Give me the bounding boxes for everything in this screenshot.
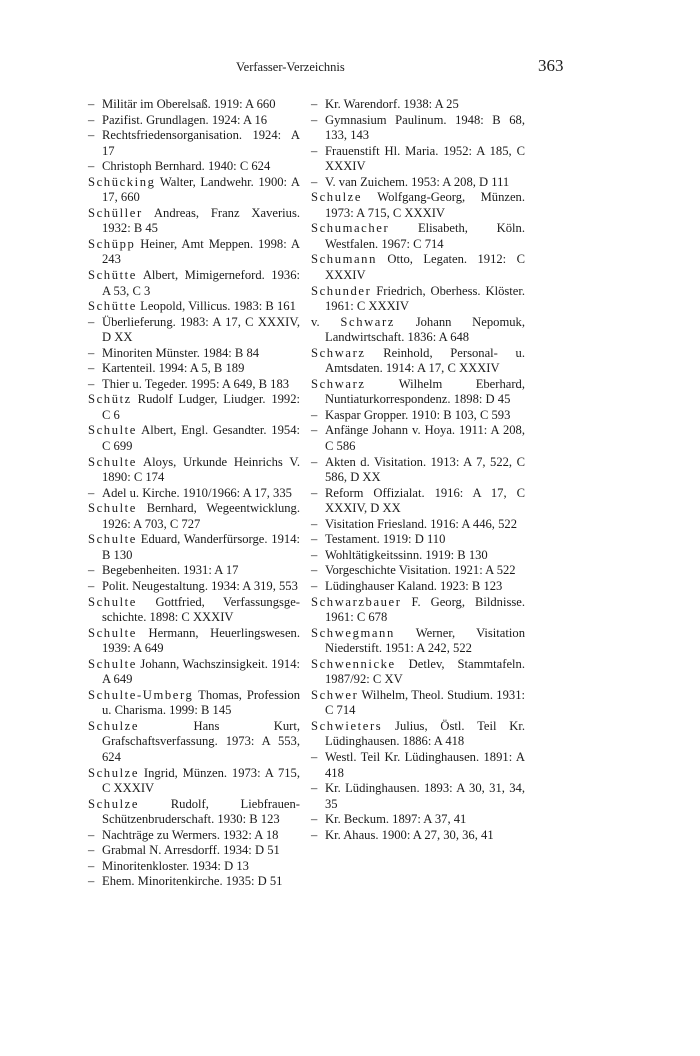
index-subentry	[311, 113, 525, 144]
index-entry	[88, 595, 300, 626]
index-entry	[311, 346, 525, 377]
author-surname: Schücking	[88, 174, 156, 189]
index-entry	[311, 315, 525, 346]
subentry-text: Ehem. Minoritenkirche. 1935: D 51	[102, 874, 283, 889]
author-surname: Schulte-Umberg	[88, 687, 194, 702]
index-subentry	[311, 828, 525, 844]
subentry-text: Vorgeschichte Visitation. 1921: A 522	[325, 563, 516, 578]
entry-text: Heiner, Amt Meppen. 1998: A 243	[102, 236, 300, 267]
dash-marker: –	[88, 376, 95, 391]
dash-marker: –	[311, 485, 318, 500]
subentry-text: Militär im Oberelsaß. 1919: A 660	[102, 97, 276, 111]
index-subentry	[311, 812, 525, 828]
dash-marker: –	[88, 874, 95, 889]
index-subentry	[311, 517, 525, 533]
dash-marker: –	[88, 843, 95, 858]
author-surname: Schwarz	[340, 314, 395, 329]
author-surname: Schulte	[88, 423, 137, 438]
author-surname: Schulte	[88, 625, 137, 640]
entry-text: Albert, Engl. Gesandter. 1954: C 699	[102, 423, 300, 454]
author-surname: Schulte	[88, 532, 137, 547]
dash-marker: –	[88, 314, 95, 329]
dash-marker: –	[88, 563, 95, 578]
subentry-text: Thier u. Tegeder. 1995: A 649, B 183	[102, 376, 290, 391]
dash-marker: –	[311, 812, 318, 827]
index-entry	[311, 626, 525, 657]
subentry-text: Kr. Ahaus. 1900: A 27, 30, 36, 41	[325, 827, 494, 842]
dash-marker: –	[311, 532, 318, 547]
subentry-text: Gymnasium Paulinum. 1948: B 68, 133, 143	[325, 112, 525, 143]
subentry-text: Kr. Lüdinghausen. 1893: A 30, 31, 34, 35	[325, 781, 525, 811]
subentry-text: Grabmal N. Arresdorff. 1934: D 51	[102, 843, 280, 858]
entry-text: Reinhold, Personal- u. Amtsdaten. 1914: A 17, C XXXIV	[325, 345, 525, 376]
dash-marker: –	[88, 345, 95, 360]
author-surname: Schwer	[311, 687, 359, 702]
index-entry	[88, 797, 300, 828]
subentry-text: Frauenstift Hl. Maria. 1952: A 185, C XXXIV	[325, 143, 525, 174]
dash-marker: –	[311, 516, 318, 531]
index-entry	[88, 423, 300, 454]
entry-text: Eduard, Wanderfürsorge. 1914: B 130	[102, 532, 300, 562]
author-surname: Schulte	[88, 656, 137, 671]
index-entry	[88, 657, 300, 688]
subentry-text: Lüdinghauser Kaland. 1923: B 123	[325, 578, 503, 593]
author-surname: Schulze	[88, 718, 140, 733]
index-entry	[88, 268, 300, 299]
index-entry	[311, 688, 525, 719]
subentry-text: Kr. Beckum. 1897: A 37, 41	[325, 812, 467, 827]
subentry-text: Christoph Bernhard. 1940: C 624	[102, 159, 271, 174]
dash-marker: –	[88, 159, 95, 174]
page-number: 363	[538, 56, 564, 75]
index-subentry	[88, 563, 300, 579]
name-prefix: v.	[311, 314, 341, 329]
subentry-text: Testament. 1919: D 110	[325, 532, 446, 547]
subentry-text: Anfänge Johann v. Hoya. 1911: A 208, C 586	[325, 423, 525, 454]
index-subentry	[88, 159, 300, 175]
author-surname: Schwarzbauer	[311, 594, 402, 609]
dash-marker: –	[88, 858, 95, 873]
index-subentry	[311, 486, 525, 517]
subentry-text: Kartenteil. 1994: A 5, B 189	[102, 361, 245, 376]
index-subentry	[311, 579, 525, 595]
subentry-text: Kaspar Gropper. 1910: B 103, C 593	[325, 407, 511, 422]
subentry-text: Reform Offizialat. 1916: A 17, C XXXIV, D XX	[325, 485, 525, 516]
subentry-text: Adel u. Kirche. 1910/1966: A 17, 335	[102, 485, 292, 500]
author-surname: Schütz	[88, 392, 132, 407]
index-subentry	[88, 128, 300, 159]
entry-text: Friedrich, Oberhess. Klöster. 1961: C XXXIV	[325, 283, 525, 314]
index-entry	[88, 766, 300, 797]
entry-text: Wolfgang-Georg, Münzen. 1973: A 715, C XXXIV	[325, 190, 525, 220]
index-subentry	[88, 361, 300, 377]
entry-text: Elisabeth, Köln. Westfalen. 1967: C 714	[325, 221, 525, 251]
index-subentry	[88, 859, 300, 875]
entry-text: Walter, Landwehr. 1900: A 17, 660	[102, 174, 300, 205]
author-surname: Schulze	[88, 796, 140, 811]
dash-marker: –	[88, 485, 95, 500]
author-surname: Schulte	[88, 594, 137, 609]
dash-marker: –	[311, 407, 318, 422]
author-surname: Schütte	[88, 299, 137, 314]
index-entry	[311, 284, 525, 315]
entry-text: Gottfried, Verfassungsgeschichte. 1898: C XXXIV	[102, 594, 300, 625]
entry-text: Werner, Visitation Niederstift. 1951: A 242, 522	[325, 625, 525, 656]
entry-text: Hermann, Heuerlingswesen. 1939: A 649	[102, 625, 300, 656]
index-subentry	[88, 828, 300, 844]
subentry-text: Minoriten Münster. 1984: B 84	[102, 345, 260, 360]
author-surname: Schulze	[311, 190, 363, 205]
author-surname: Schulte	[88, 501, 137, 516]
index-entry	[311, 190, 525, 221]
subentry-text: Begebenheiten. 1931: A 17	[102, 563, 239, 578]
dash-marker: –	[88, 361, 95, 376]
dash-marker: –	[311, 827, 318, 842]
dash-marker: –	[311, 423, 318, 438]
subentry-text: Westl. Teil Kr. Lüdinghausen. 1891: A 418	[325, 749, 525, 780]
entry-text: Albert, Mimigerneford. 1936: A 53, C 3	[102, 268, 300, 298]
index-subentry	[311, 175, 525, 191]
entry-text: Otto, Legaten. 1912: C XXXIV	[325, 252, 525, 283]
index-subentry	[88, 346, 300, 362]
entry-text: Julius, Östl. Teil Kr. Lüdinghausen. 1886: A 418	[325, 718, 525, 749]
entry-text: F. Georg, Bildnisse. 1961: C 678	[325, 594, 525, 625]
index-subentry	[88, 486, 300, 502]
author-surname: Schütte	[88, 268, 137, 283]
author-surname: Schwennicke	[311, 656, 396, 671]
entry-text: Wilhelm Eberhard, Nuntiaturkorrespondenz. 1898: D 45	[325, 376, 525, 407]
subentry-text: Kr. Warendorf. 1938: A 25	[325, 97, 459, 111]
subentry-text: Nachträge zu Wermers. 1932: A 18	[102, 827, 279, 842]
subentry-text: Minoritenkloster. 1934: D 13	[102, 858, 249, 873]
index-subentry	[88, 579, 300, 595]
index-subentry	[88, 874, 300, 890]
index-entry	[311, 595, 525, 626]
subentry-text: Visitation Friesland. 1916: A 446, 522	[325, 516, 517, 531]
dash-marker: –	[88, 112, 95, 127]
index-entry	[88, 237, 300, 268]
index-entry	[88, 626, 300, 657]
index-subentry	[311, 455, 525, 486]
entry-text: Detlev, Stammtafeln. 1987/92: C XV	[325, 656, 525, 687]
dash-marker: –	[311, 143, 318, 158]
index-subentry	[88, 113, 300, 129]
index-entry	[311, 252, 525, 283]
index-entry	[311, 657, 525, 688]
index-entry	[88, 501, 300, 532]
entry-text: Andreas, Franz Xaverius. 1932: B 45	[102, 205, 300, 236]
author-surname: Schwarz	[311, 376, 366, 391]
author-surname: Schulze	[88, 765, 140, 780]
dash-marker: –	[311, 563, 318, 578]
index-subentry	[311, 532, 525, 548]
entry-text: Rudolf Ludger, Liudger. 1992: C 6	[102, 392, 300, 422]
subentry-text: Überlieferung. 1983: A 17, C XXXIV, D XX	[102, 314, 300, 345]
index-subentry	[88, 315, 300, 346]
author-surname: Schulte	[88, 454, 137, 469]
index-entry	[88, 175, 300, 206]
entry-text: Johann, Wachszinsigkeit. 1914: A 649	[102, 656, 300, 687]
index-subentry	[311, 423, 525, 454]
subentry-text: Polit. Neugestaltung. 1934: A 319, 553	[102, 578, 298, 593]
entry-text: Johann Nepomuk, Landwirtschaft. 1836: A 648	[325, 314, 525, 345]
author-surname: Schüpp	[88, 236, 136, 251]
dash-marker: –	[88, 827, 95, 842]
page-header	[0, 58, 700, 78]
index-subentry	[311, 408, 525, 424]
index-subentry	[311, 781, 525, 812]
index-subentry	[88, 843, 300, 859]
subentry-text: Wohltätigkeitssinn. 1919: B 130	[325, 547, 488, 562]
index-column-left	[88, 97, 300, 890]
author-surname: Schwieters	[311, 718, 383, 733]
dash-marker: –	[311, 781, 318, 796]
index-subentry	[88, 97, 300, 113]
index-entry	[311, 221, 525, 252]
index-entry	[88, 719, 300, 766]
dash-marker: –	[311, 547, 318, 562]
index-subentry	[311, 144, 525, 175]
dash-marker: –	[311, 454, 318, 469]
author-surname: Schumacher	[311, 221, 390, 236]
entry-text: Hans Kurt, Grafschaftsverfassung. 1973: A 553, 624	[102, 718, 300, 764]
entry-text: Leopold, Villicus. 1983: B 161	[136, 299, 296, 314]
index-subentry	[88, 377, 300, 393]
dash-marker: –	[311, 174, 318, 189]
author-surname: Schumann	[311, 252, 377, 267]
dash-marker: –	[311, 578, 318, 593]
subentry-text: Rechtsfriedensorganisation. 1924: A 17	[102, 128, 300, 158]
author-surname: Schüller	[88, 205, 143, 220]
entry-text: Ingrid, Münzen. 1973: A 715, C XXXIV	[102, 765, 300, 796]
subentry-text: Akten d. Visitation. 1913: A 7, 522, C 586, D XX	[325, 454, 525, 485]
dash-marker: –	[88, 128, 95, 143]
running-title: Verfasser-Verzeichnis	[236, 60, 345, 74]
dash-marker: –	[311, 749, 318, 764]
index-entry	[88, 532, 300, 563]
index-subentry	[311, 97, 525, 113]
entry-text: Rudolf, Liebfrauen-Schützenbruderschaft. 1930: B 123	[102, 796, 300, 827]
dash-marker: –	[88, 578, 95, 593]
index-entry	[88, 688, 300, 719]
dash-marker: –	[311, 97, 318, 111]
dash-marker: –	[311, 112, 318, 127]
subentry-text: V. van Zuichem. 1953: A 208, D 111	[325, 174, 510, 189]
entry-text: Wilhelm, Theol. Studium. 1931: C 714	[325, 687, 525, 718]
author-surname: Schunder	[311, 283, 372, 298]
index-column-right	[311, 97, 525, 843]
index-entry	[311, 719, 525, 750]
index-subentry	[311, 548, 525, 564]
index-entry	[88, 299, 300, 315]
index-entry	[88, 392, 300, 423]
entry-text: Aloys, Urkunde Heinrichs V. 1890: C 174	[102, 454, 300, 485]
author-surname: Schwarz	[311, 345, 366, 360]
dash-marker: –	[88, 97, 95, 111]
subentry-text: Pazifist. Grundlagen. 1924: A 16	[102, 112, 268, 127]
index-entry	[88, 206, 300, 237]
index-subentry	[311, 750, 525, 781]
author-surname: Schwegmann	[311, 625, 395, 640]
index-entry	[311, 377, 525, 408]
entry-text: Thomas, Profession u. Charisma. 1999: B 145	[102, 687, 300, 718]
index-entry	[88, 455, 300, 486]
index-subentry	[311, 563, 525, 579]
entry-text: Bernhard, Wegeentwicklung. 1926: A 703, C 727	[102, 501, 300, 531]
